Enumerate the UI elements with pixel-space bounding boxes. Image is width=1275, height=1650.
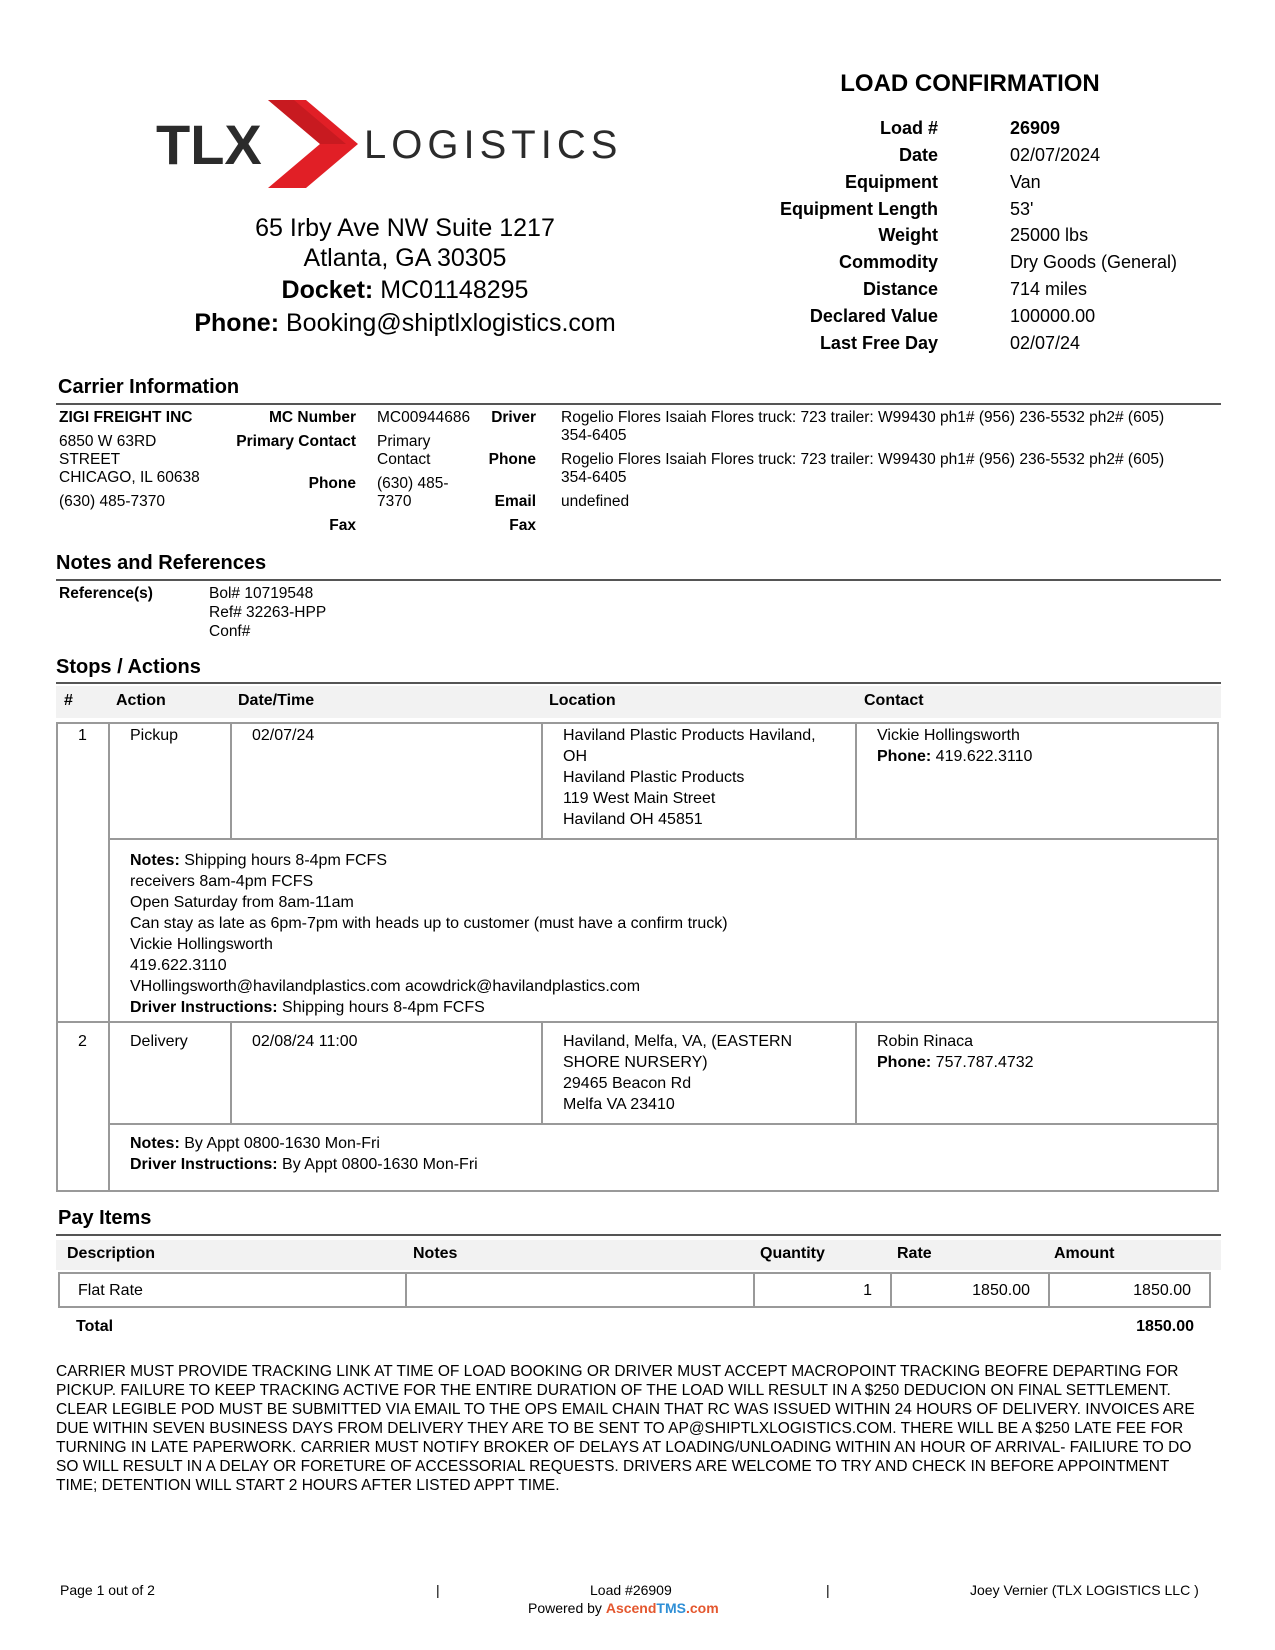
driver-phone-value-2: 354-6405 xyxy=(561,469,627,486)
lc-value: 53' xyxy=(1010,199,1034,219)
stop-1-driver-instructions-label: Driver Instructions: xyxy=(130,999,278,1016)
pay-header-amount: Amount xyxy=(1054,1245,1115,1262)
stop-2-action: Delivery xyxy=(130,1033,188,1050)
stop-1-phone-label: Phone: xyxy=(877,748,932,765)
driver-phone-label: Phone xyxy=(488,451,536,468)
stops-table-header xyxy=(56,686,1221,718)
load-confirmation-title: LOAD CONFIRMATION xyxy=(840,70,1100,97)
stop-1-datetime: 02/07/24 xyxy=(252,727,315,744)
lc-value: 100000.00 xyxy=(1010,306,1096,326)
lc-value: Dry Goods (General) xyxy=(1010,252,1178,272)
stop-2-col-divider xyxy=(855,1021,857,1123)
lc-value: 25000 lbs xyxy=(1010,225,1089,245)
stop-2-col-divider xyxy=(541,1021,543,1123)
lc-value: 714 miles xyxy=(1010,279,1088,299)
stop-1-location-line: Haviland Plastic Products xyxy=(563,769,745,786)
stop-2-contact-phone: 757.787.4732 xyxy=(935,1054,1034,1071)
stop-1-notes-line: Vickie Hollingsworth xyxy=(130,936,273,953)
mc-number-value: MC00944686 xyxy=(377,409,471,426)
stops-header-datetime: Date/Time xyxy=(238,692,315,709)
stop-2-driver-instructions-text: By Appt 0800-1630 Mon-Fri xyxy=(282,1156,478,1173)
pay-row-notes xyxy=(405,1272,755,1308)
stop-2-contact-name: Robin Rinaca xyxy=(877,1033,974,1050)
carrier-phone: (630) 485-7370 xyxy=(59,493,165,510)
stop-1-location xyxy=(563,725,848,830)
lc-value: Van xyxy=(1010,172,1041,192)
carrier-fax-label: Fax xyxy=(329,517,356,534)
stops-divider xyxy=(56,682,1221,684)
com-brand-text: .com xyxy=(685,1600,719,1616)
carrier-address-line2: STREET xyxy=(59,451,121,468)
lc-label: Equipment Length xyxy=(780,199,938,219)
stop-2-location-line: Haviland, Melfa, VA, (EASTERN xyxy=(563,1033,793,1050)
footer-separator: | xyxy=(436,1582,440,1598)
stop-1-contact xyxy=(877,725,1032,767)
carrier-address-line3: CHICAGO, IL 60638 xyxy=(59,469,200,486)
company-phone xyxy=(160,309,650,338)
stop-2-notes-line xyxy=(130,1133,478,1154)
pay-description-value: Flat Rate xyxy=(78,1282,143,1299)
stop-2-notes xyxy=(130,1133,478,1175)
footer-page-number: Page 1 out of 2 xyxy=(60,1582,155,1598)
stop-1-contact-name: Vickie Hollingsworth xyxy=(877,727,1020,744)
stops-num-divider xyxy=(108,722,110,1192)
pay-header-notes: Notes xyxy=(413,1245,458,1262)
pay-row-rate xyxy=(890,1272,1050,1308)
stop-1-notes-line: 419.622.3110 xyxy=(130,957,227,974)
lc-row-date xyxy=(760,145,1230,171)
terms-and-conditions: CARRIER MUST PROVIDE TRACKING LINK AT TIME OF LOAD BOOKING OR DRIVER MUST ACCEPT MACROPOINT TRACKING BEOFRE DEPARTING FOR PICKUP. FAILURE TO KEEP TRACKING ACTIVE FOR THE ENTIRE DURATION OF THE LOAD WILL RESULT IN A $250 DEDUCION ON FINAL SETTLEMENT. CLEAR LEGIBLE POD MUST BE SUBMITTED VIA EMAIL TO THE OPS EMAIL CHAIN THAT RC WAS ISSUED WITHIN 24 HOURS OF DELIVERY. INVOICES ARE DUE WITHIN SEVEN BUSINESS DAYS FROM DELIVERY THEY ARE TO BE SENT TO AP@SHIPTLXLOGISTICS.COM. THERE WILL BE A $250 LATE FEE FOR TURNING IN LATE PAPERWORK. CARRIER MUST NOTIFY BROKER OF DELAYS AT LOADING/UNLOADING WITHIN AN HOUR OF ARRIVAL- FAILIURE TO DO SO WILL RESULT IN A DELAY OR FORETURE OF ACCESSORIAL REQUESTS. DRIVERS ARE WELCOME TO TRY AND CHECK IN BEFORE APPOINTMENT TIME; DETENTION WILL START 2 HOURS AFTER LISTED APPT TIME. xyxy=(56,1363,1195,1494)
lc-label: Date xyxy=(898,145,938,165)
lc-label: Distance xyxy=(862,279,938,299)
stop-2-driver-instructions xyxy=(130,1154,478,1175)
footer-separator: | xyxy=(826,1582,830,1598)
stop-1-col-divider xyxy=(541,722,543,838)
lc-label: Equipment xyxy=(845,172,938,192)
stops-header-num: # xyxy=(64,692,73,709)
lc-row-declared-value xyxy=(760,306,1230,332)
pay-row-description xyxy=(58,1272,407,1308)
stops-header-contact: Contact xyxy=(864,692,924,709)
driver-phone-value-1: Rogelio Flores Isaiah Flores truck: 723 trailer: W99430 ph1# (956) 236-5532 ph2# (605) xyxy=(561,451,1165,468)
lc-label: Weight xyxy=(878,225,938,245)
lc-row-last-free-day xyxy=(760,333,1230,359)
stops-section-title: Stops / Actions xyxy=(56,656,201,678)
lc-row-commodity xyxy=(760,252,1230,278)
company-phone-value: Booking@shiptlxlogistics.com xyxy=(285,309,616,337)
stop-1-notes-line: Can stay as late as 6pm-7pm with heads up to customer (must have a confirm truck) xyxy=(130,915,728,932)
pay-header-quantity: Quantity xyxy=(760,1245,825,1262)
lc-value: 02/07/2024 xyxy=(1010,145,1101,165)
stop-1-notes-line: Open Saturday from 8am-11am xyxy=(130,894,354,911)
stop-1-notes-line xyxy=(130,850,728,871)
pay-row-quantity xyxy=(753,1272,892,1308)
lc-row-weight xyxy=(760,225,1230,251)
stop-1-driver-instructions xyxy=(130,997,728,1018)
stop-2-num: 2 xyxy=(78,1033,87,1050)
company-address-line1: 65 Irby Ave NW Suite 1217 xyxy=(255,214,555,242)
pay-amount-value: 1850.00 xyxy=(1133,1282,1191,1299)
stop-1-notes-divider xyxy=(108,838,1219,840)
company-docket xyxy=(160,276,650,305)
references-label: Reference(s) xyxy=(59,585,153,602)
carrier-phone-value-2: 7370 xyxy=(377,493,412,510)
pay-divider xyxy=(56,1234,1221,1236)
carrier-section-title: Carrier Information xyxy=(58,376,240,398)
stop-1-location-line: 119 West Main Street xyxy=(563,790,716,807)
stop-2-driver-instructions-label: Driver Instructions: xyxy=(130,1156,278,1173)
reference-bol: Bol# 10719548 xyxy=(209,585,314,602)
mc-number-label: MC Number xyxy=(269,409,356,426)
primary-contact-value-1: Primary xyxy=(377,433,431,450)
lc-row-distance xyxy=(760,279,1230,305)
pay-section-title: Pay Items xyxy=(58,1207,152,1229)
stops-header-action: Action xyxy=(116,692,166,709)
notes-divider xyxy=(56,579,1221,581)
stop-1-contact-phone: 419.622.3110 xyxy=(935,748,1033,765)
pay-total-label: Total xyxy=(76,1318,114,1335)
primary-contact-label: Primary Contact xyxy=(236,433,356,450)
docket-value: MC01148295 xyxy=(380,276,529,304)
company-logo xyxy=(156,96,656,196)
lc-row-equipment xyxy=(760,172,1230,198)
company-phone-label: Phone: xyxy=(194,309,280,337)
footer-load-number: Load #26909 xyxy=(590,1582,672,1598)
carrier-phone-label: Phone xyxy=(308,475,356,492)
carrier-address-line1: 6850 W 63RD xyxy=(59,433,157,450)
pay-table-header xyxy=(56,1240,1221,1270)
notes-section-title: Notes and References xyxy=(56,552,267,574)
stop-1-col-divider xyxy=(855,722,857,838)
driver-email-value: undefined xyxy=(561,493,630,510)
tms-brand-text: TMS xyxy=(656,1600,686,1616)
stop-1-num: 1 xyxy=(78,727,87,744)
stop-1-notes-label: Notes: xyxy=(130,852,180,869)
company-address-line2: Atlanta, GA 30305 xyxy=(303,244,507,272)
docket-label: Docket: xyxy=(281,276,374,304)
driver-fax-label: Fax xyxy=(509,517,536,534)
stop-2-location xyxy=(563,1031,848,1115)
stop-1-col-divider xyxy=(230,722,232,838)
lc-row-equipment-length xyxy=(760,199,1230,225)
stop-1-notes-line: receivers 8am-4pm FCFS xyxy=(130,873,314,890)
driver-label: Driver xyxy=(491,409,536,426)
stop-2-notes-label: Notes: xyxy=(130,1135,180,1152)
logo-tlx-text: TLX xyxy=(156,113,262,176)
lc-label: Commodity xyxy=(839,252,938,272)
stop-2-contact xyxy=(877,1031,1034,1073)
pay-quantity-value: 1 xyxy=(863,1282,872,1299)
stop-2-col-divider xyxy=(230,1021,232,1123)
pay-rate-value: 1850.00 xyxy=(972,1282,1030,1299)
footer-user: Joey Vernier (TLX LOGISTICS LLC ) xyxy=(970,1582,1199,1598)
stops-header-location: Location xyxy=(549,692,616,709)
stop-1-contact-phone-row xyxy=(877,746,1032,767)
lc-label: Last Free Day xyxy=(819,333,938,353)
carrier-phone-value-1: (630) 485- xyxy=(377,475,449,492)
stop-1-location-line: Haviland Plastic Products Haviland, xyxy=(563,727,816,744)
ascend-brand-text: Ascend xyxy=(605,1600,657,1616)
stop-1-location-line: Haviland OH 45851 xyxy=(563,811,703,828)
lc-row-load-number xyxy=(760,118,1230,144)
stop-1-notes-text: Shipping hours 8-4pm FCFS xyxy=(184,852,387,869)
logo-logistics-text: LOGISTICS xyxy=(364,123,623,167)
stop-2-phone-label: Phone: xyxy=(877,1054,932,1071)
pay-row-amount xyxy=(1048,1272,1211,1308)
lc-label: Load # xyxy=(879,118,938,138)
stop-2-location-line: Melfa VA 23410 xyxy=(563,1096,675,1113)
stop-2-notes-divider xyxy=(108,1123,1219,1125)
carrier-name: ZIGI FREIGHT INC xyxy=(59,409,193,426)
stop-1-driver-instructions-text: Shipping hours 8-4pm FCFS xyxy=(282,999,485,1016)
reference-conf: Conf# xyxy=(209,623,251,640)
stop-1-notes-line: VHollingsworth@havilandplastics.com acowdrick@havilandplastics.com xyxy=(130,978,641,995)
carrier-divider xyxy=(56,403,1221,405)
stop-1-location-line: OH xyxy=(563,748,587,765)
stop-2-location-line: 29465 Beacon Rd xyxy=(563,1075,692,1092)
stop-2-contact-phone-row xyxy=(877,1052,1034,1073)
lc-label: Declared Value xyxy=(809,306,938,326)
reference-ref: Ref# 32263-HPP xyxy=(209,604,327,621)
driver-email-label: Email xyxy=(494,493,536,510)
stop-1-action: Pickup xyxy=(130,727,179,744)
stop-2-notes-text: By Appt 0800-1630 Mon-Fri xyxy=(184,1135,380,1152)
pay-header-description: Description xyxy=(67,1245,156,1262)
pay-total-value: 1850.00 xyxy=(1136,1318,1194,1335)
driver-value-1: Rogelio Flores Isaiah Flores truck: 723 trailer: W99430 ph1# (956) 236-5532 ph2# (605) xyxy=(561,409,1165,426)
stop-2-location-line: SHORE NURSERY) xyxy=(563,1054,708,1071)
lc-value: 26909 xyxy=(1010,118,1061,138)
powered-by-label: Powered by xyxy=(528,1600,602,1616)
footer-powered-by xyxy=(528,1600,719,1616)
primary-contact-value-2: Contact xyxy=(377,451,431,468)
driver-value-2: 354-6405 xyxy=(561,427,627,444)
stop-1-notes xyxy=(130,850,728,1018)
pay-header-rate: Rate xyxy=(897,1245,932,1262)
stop-2-datetime: 02/08/24 11:00 xyxy=(252,1033,358,1050)
lc-value: 02/07/24 xyxy=(1010,333,1081,353)
